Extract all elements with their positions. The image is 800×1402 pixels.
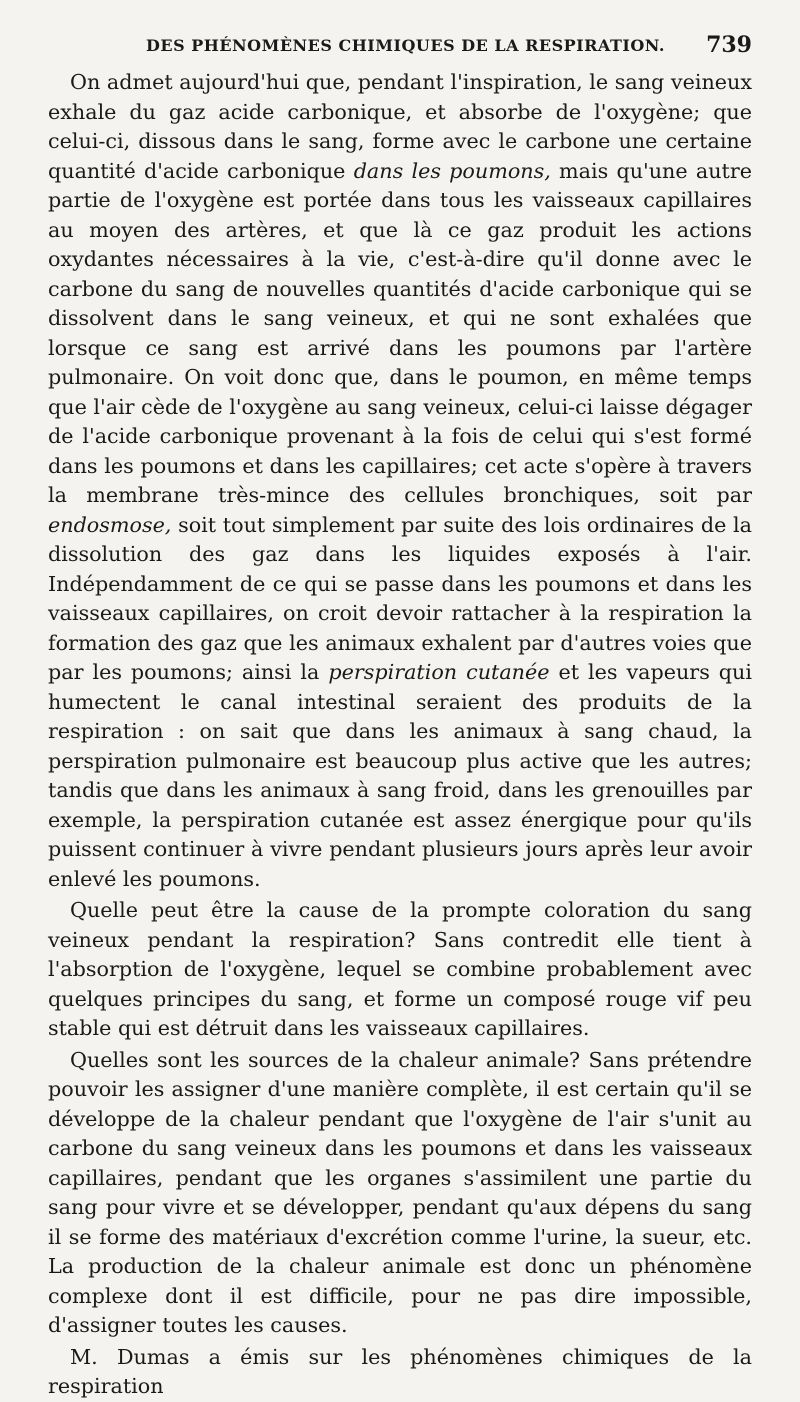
text-segment: et les vapeurs qui humectent le canal intestinal seraient des produits de la respiration : on sait que dans les animaux à sang chaud, la perspiration pulmonaire est beaucoup plus active que les autres; tandis que dans les animaux à sang froid, dans les grenouilles par exemple, la perspiration cutanée est assez énergique pour qu'ils puissent continuer à vivre pendant plusieurs jours après leur avoir enlevé les poumons. [48,660,752,891]
paragraph-4 [48,1343,752,1402]
text-segment: Quelles sont les sources de la chaleur animale? Sans prétendre pouvoir les assigner d'une manière complète, il est certain qu'il se développe de la chaleur pendant que l'oxygène de l'air s'unit au carbone du sang veineux dans les poumons et dans les vaisseaux capillaires, pendant que les organes s'assimilent une partie du sang pour vivre et se développer, pendant qu'aux dépens du sang il se forme des matériaux d'excrétion comme l'urine, la sueur, etc. La production de la chaleur animale est donc un phénomène complexe dont il est difficile, pour ne pas dire impossible, d'assigner toutes les causes. [48,1047,752,1337]
text-segment: M. Dumas a émis sur les phénomènes chimiques de la respiration [48,1344,752,1398]
paragraph-3 [48,1046,752,1341]
text-segment: Quelle peut être la cause de la prompte coloration du sang veineux pendant la respiration? Sans contredit elle tient à l'absorption de l'oxygène, lequel se combine probablement avec quelques principes du sang, et forme un composé rouge vif peu stable qui est détruit dans les vaisseaux capillaires. [48,898,752,1040]
page-number: 739 [706,32,752,58]
paragraph-2 [48,896,752,1044]
italic-segment: dans les poumons, [353,158,551,183]
running-head [48,28,752,68]
body-text [48,68,752,1402]
text-segment: On admet aujourd'hui que, pendant l'inspiration, le sang veineux exhale du gaz acide carbonique, et absorbe de l'oxygène; que celui-ci, dissous dans le sang, forme avec le carbone une certaine quantité d'acide carbonique [48,70,752,183]
text-segment: mais qu'une autre partie de l'oxygène est portée dans tous les vaisseaux capillaires au moyen des artères, et que là ce gaz produit les actions oxydantes nécessaires à la vie, c'est-à-dire qu'il donne avec le carbone du sang de nouvelles quantités d'acide carbonique qui se dissolvent dans le sang veineux, et qui ne sont exhalées que lorsque ce sang est arrivé dans les poumons par l'artère pulmonaire. On voit donc que, dans le poumon, en même temps que l'air cède de l'oxygène au sang veineux, celui-ci laisse dégager de l'acide carbonique provenant à la fois de celui qui s'est formé dans les poumons et dans les capillaires; cet acte s'opère à travers la membrane très-mince des cellules bronchiques, soit par [48,158,752,507]
italic-segment: endosmose, [48,512,172,537]
italic-segment: perspiration cutanée [328,660,550,684]
running-title: DES PHÉNOMÈNES CHIMIQUES DE LA RESPIRATION. [146,36,665,55]
text-segment: soit tout simplement par suite des lois ordinaires de la dissolution des gaz dans les liquides exposés à l'air. Indépendamment de ce qui se passe dans les poumons et dans les vaisseaux capillaires, on croit devoir rattacher à la respiration la formation des gaz que les animaux exhalent par d'autres voies que par les poumons; ainsi la [48,512,752,684]
paragraph-1 [48,68,752,894]
